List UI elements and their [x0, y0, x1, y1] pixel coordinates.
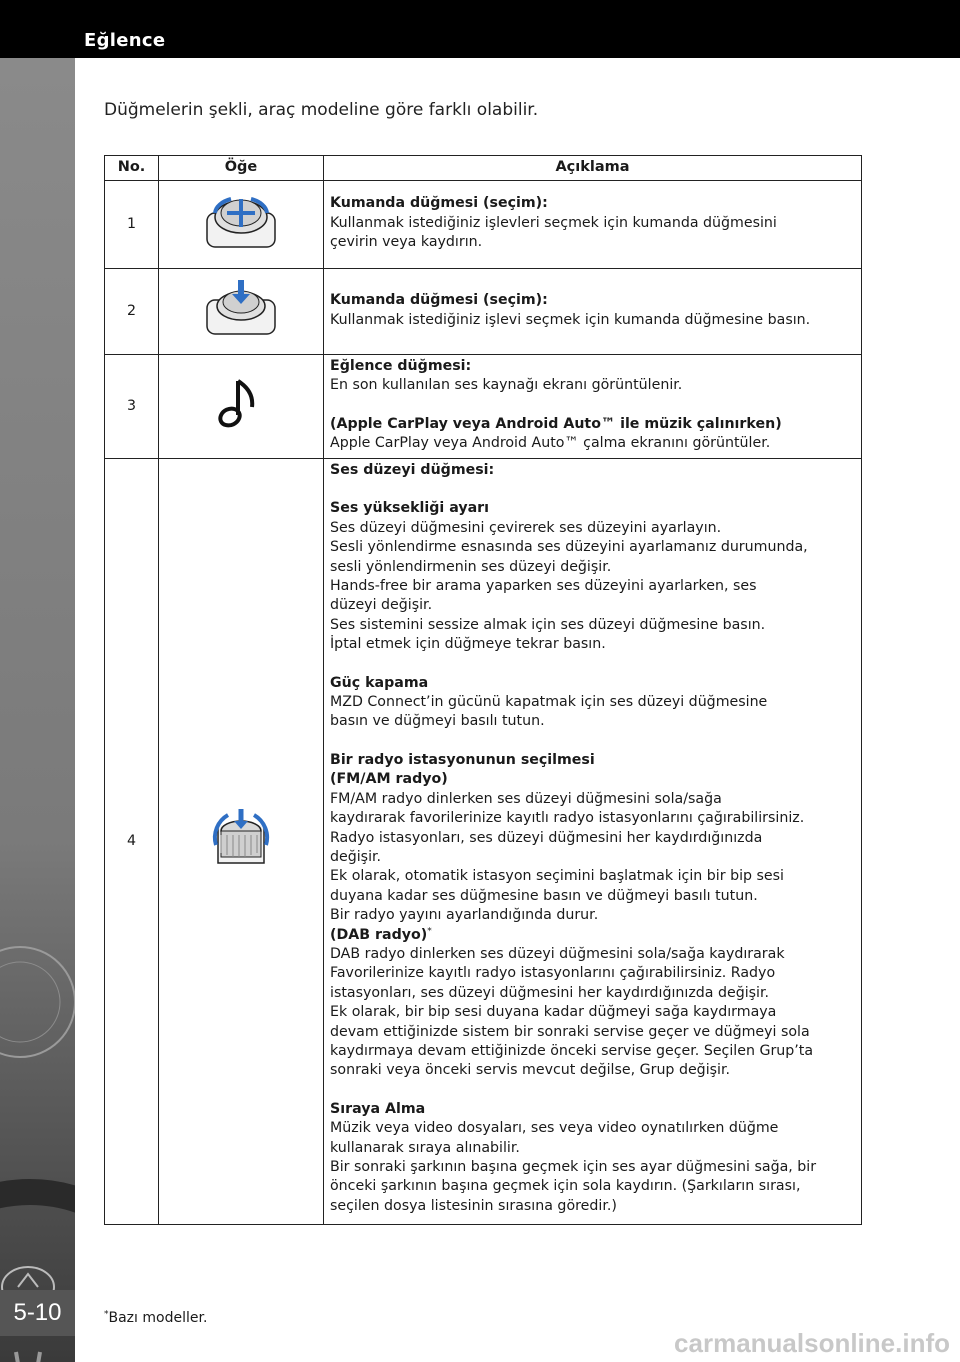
page-number: 5-10 [0, 1290, 75, 1336]
intro-text: Düğmelerin şekli, araç modeline göre farklı olabilir. [104, 100, 539, 120]
footnote-mark: * [427, 925, 432, 936]
footnote-mark: * [104, 1309, 109, 1320]
spacer [330, 732, 855, 751]
spacer [330, 655, 855, 674]
description-line: Favorilerinize kayıtlı radyo istasyonlarını çağırabilirsiniz. Radyo [330, 965, 776, 982]
description-line: kullanarak sıraya alınabilir. [330, 1139, 520, 1156]
commander-knob-rotate-icon [201, 191, 281, 251]
row-item-cell [159, 181, 324, 269]
description-line: Apple CarPlay veya Android Auto™ çalma ekranını görüntüler. [330, 435, 771, 452]
row-description [324, 355, 862, 459]
description-line: FM/AM radyo dinlerken ses düzeyi düğmesini sola/sağa [330, 790, 722, 807]
description-line: duyana kadar ses düğmesine basın ve düğmeyi basılı tutun. [330, 887, 758, 904]
table-row [105, 355, 862, 459]
row-description [324, 181, 862, 269]
description-heading: Kumanda düğmesi (seçim): [330, 292, 548, 309]
commander-knob-press-icon [201, 278, 281, 338]
row-description [324, 459, 862, 1225]
description-subheading: Ses yüksekliği ayarı [330, 500, 490, 517]
row-number: 3 [105, 355, 159, 459]
row-item-cell [159, 269, 324, 355]
description-line: En son kullanılan ses kaynağı ekranı görüntülenir. [330, 377, 683, 394]
description-line: kaydırmaya devam ettiğinizde önceki servise geçer. Seçilen Grup’ta [330, 1042, 814, 1059]
description-subheading [330, 926, 855, 945]
column-header-description: Açıklama [324, 156, 862, 181]
description-subheading: Bir radyo istasyonunun seçilmesi [330, 751, 595, 768]
controls-table [104, 155, 862, 1225]
description-line: İptal etmek için düğmeye tekrar basın. [330, 636, 606, 653]
column-header-item: Öğe [159, 156, 324, 181]
description-line: istasyonları, ses düzeyi düğmesini her kaydırdığınızda değişir. [330, 984, 770, 1001]
footnote-text: Bazı modeller. [108, 1310, 208, 1326]
description-line: Sesli yönlendirme esnasında ses düzeyini ayarlamanız durumunda, [330, 539, 808, 556]
description-line: Ses sistemini sessize almak için ses düzeyi düğmesine basın. [330, 616, 766, 633]
column-header-no: No. [105, 156, 159, 181]
footnote [104, 1310, 207, 1326]
description-heading: Ses düzeyi düğmesi: [330, 462, 495, 478]
row-number: 1 [105, 181, 159, 269]
description-line: kaydırarak favorilerinize kayıtlı radyo istasyonlarını çağırabilirsiniz. [330, 810, 805, 827]
description-line: Müzik veya video dosyaları, ses veya video oynatılırken düğme [330, 1120, 779, 1137]
description-subheading: (FM/AM radyo) [330, 771, 448, 788]
sidebar-decoration [0, 58, 75, 1362]
description-line: Hands-free bir arama yaparken ses düzeyini ayarlarken, ses [330, 578, 757, 595]
section-title: Eğlence [84, 30, 166, 51]
description-heading: Eğlence düğmesi: [330, 358, 472, 374]
table-header-row [105, 156, 862, 181]
header-bar [0, 0, 960, 58]
description-subheading: Güç kapama [330, 674, 429, 691]
description-line: seçilen dosya listesinin sırasına göredir.) [330, 1197, 617, 1214]
description-line: Bir radyo yayını ayarlandığında durur. [330, 907, 599, 924]
description-line: Ek olarak, otomatik istasyon seçimini başlatmak için bir bip sesi [330, 868, 784, 885]
description-subheading: (Apple CarPlay veya Android Auto™ ile müzik çalınırken) [330, 415, 782, 432]
volume-knob-icon [208, 805, 274, 871]
spacer [330, 396, 855, 415]
music-note-icon [216, 375, 266, 431]
table-row [105, 459, 862, 1225]
description-line: DAB radyo dinlerken ses düzeyi düğmesini sola/sağa kaydırarak [330, 945, 785, 962]
table-row [105, 269, 862, 355]
description-subheading: Sıraya Alma [330, 1100, 426, 1117]
row-item-cell [159, 459, 324, 1225]
description-line: MZD Connect’in gücünü kapatmak için ses düzeyi düğmesine [330, 694, 768, 711]
description-line: sonraki veya önceki servis mevcut değilse, Grup değişir. [330, 1062, 731, 1079]
description-line: sesli yönlendirmenin ses düzeyi değişir. [330, 558, 612, 575]
description-line: Ek olarak, bir bip sesi duyana kadar düğmeyi sağa kaydırmaya [330, 1004, 777, 1021]
row-item-cell [159, 355, 324, 459]
description-line: devam ettiğinizde sistem bir sonraki servise geçer ve düğmeyi sola [330, 1023, 810, 1040]
row-description [324, 269, 862, 355]
table-row [105, 181, 862, 269]
description-line: değişir. [330, 848, 382, 865]
row-number: 2 [105, 269, 159, 355]
row-number: 4 [105, 459, 159, 1225]
dab-label: (DAB radyo) [330, 926, 428, 943]
description-line: Bir sonraki şarkının başına geçmek için ses ayar düğmesini sağa, bir [330, 1159, 817, 1175]
spacer [330, 1081, 855, 1100]
description-line: Ses düzeyi düğmesini çevirerek ses düzeyini ayarlayın. [330, 519, 722, 536]
description-line: Kullanmak istediğiniz işlevi seçmek için kumanda düğmesine basın. [330, 311, 811, 328]
description-line: önceki şarkının başına geçmek için sola kaydırın. (Şarkıların sırası, [330, 1178, 801, 1195]
description-line: Kullanmak istediğiniz işlevleri seçmek için kumanda düğmesini [330, 214, 777, 231]
spacer [330, 480, 855, 499]
description-line: Radyo istasyonları, ses düzeyi düğmesini her kaydırdığınızda [330, 829, 763, 846]
description-line: düzeyi değişir. [330, 597, 433, 614]
watermark: carmanualsonline.info [674, 1328, 950, 1358]
description-line: basın ve düğmeyi basılı tutun. [330, 713, 545, 730]
description-heading: Kumanda düğmesi (seçim): [330, 195, 548, 212]
description-line: çevirin veya kaydırın. [330, 234, 483, 251]
